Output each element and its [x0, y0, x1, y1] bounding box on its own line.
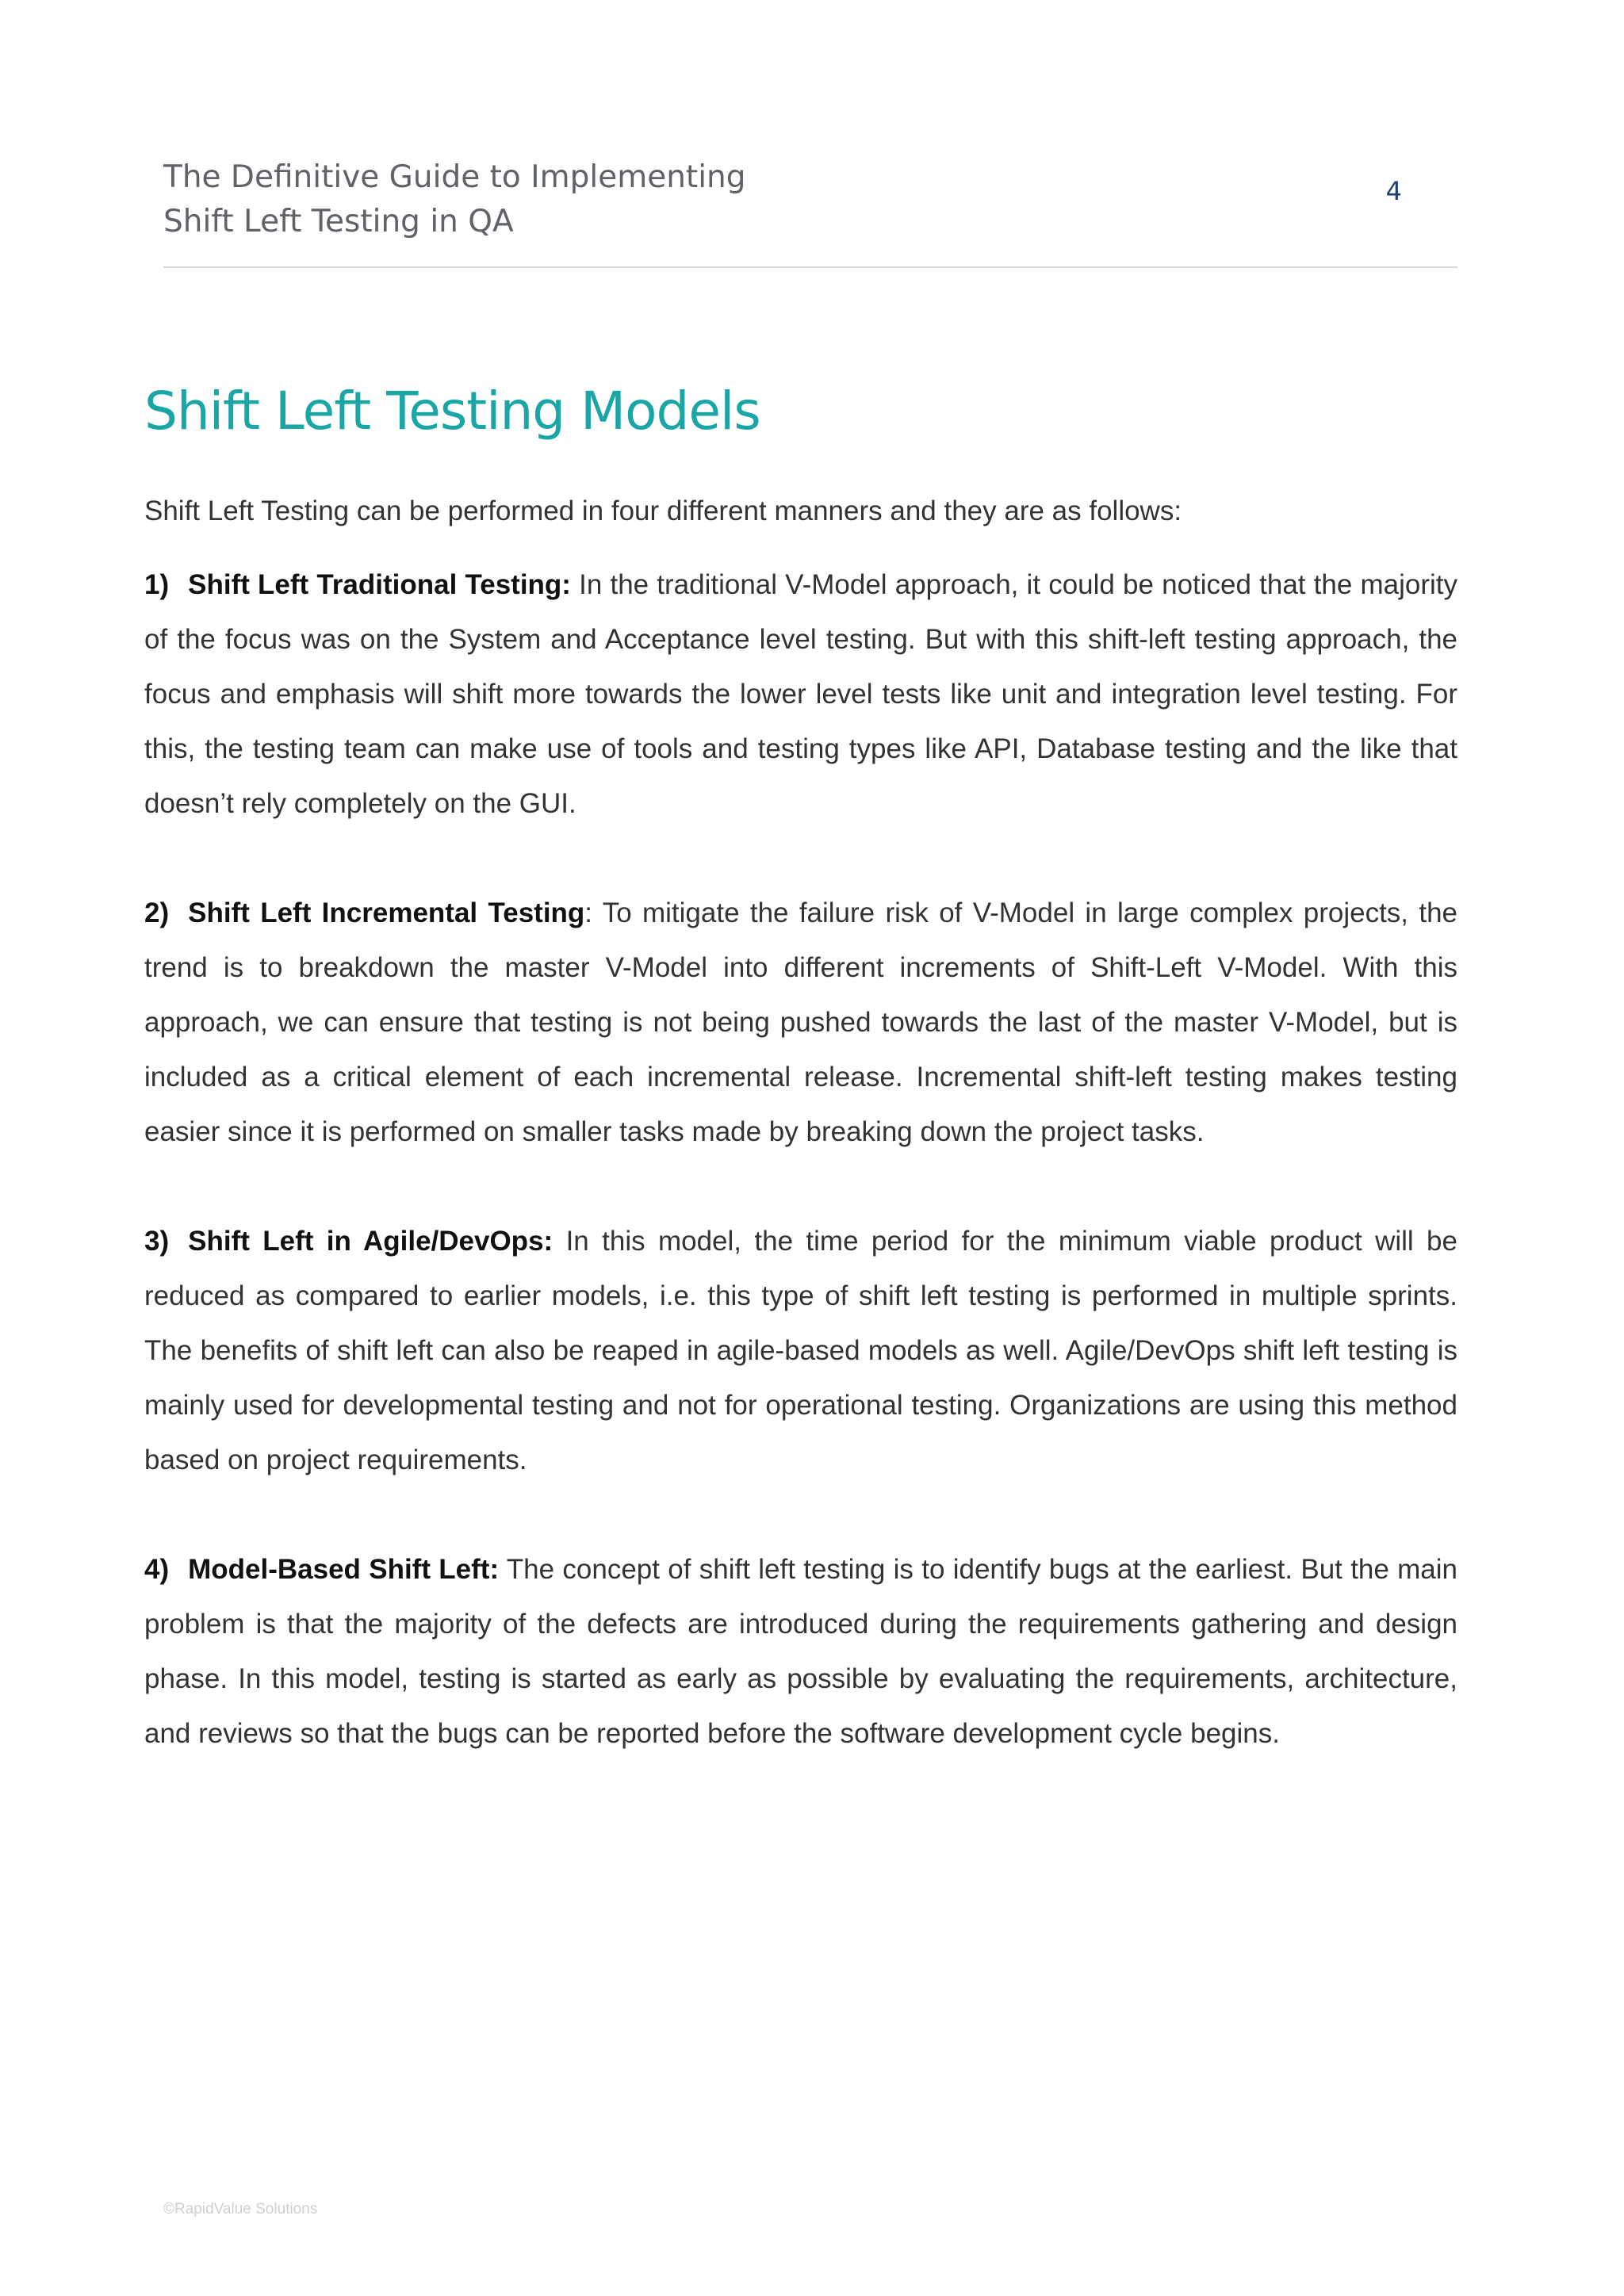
list-item-number: 4): [144, 1554, 170, 1585]
list-item-heading: Shift Left Incremental Testing: [188, 897, 585, 928]
list-item-text: The concept of shift left testing is to identify bugs at the earliest. But the main problem is that the majority of the defects are introduced during the requirements gathering and design phase. In this model, testing is started as early as possible by evaluating the requirements, architecture, and reviews so that the bugs can be reported before the software development cycle begins.: [144, 1554, 1458, 1749]
list-item-number: 1): [144, 569, 170, 600]
section-title: Shift Left Testing Models: [144, 381, 760, 442]
list-item-agile-devops: [144, 1214, 1457, 1487]
list-item-heading: Shift Left in Agile/DevOps:: [188, 1226, 553, 1257]
list-item-text: In the traditional V-Model approach, it could be noticed that the majority of the focus was on the System and Acceptance level testing. But with this shift-left testing approach, the focus and emphasis will shift more towards the lower level tests like unit and integration level testing. For this, the testing team can make use of tools and testing types like API, Database testing and the like that doesn’t rely completely on the GUI.: [144, 569, 1457, 819]
list-item-incremental: [144, 886, 1457, 1159]
list-item-text: : To mitigate the failure risk of V-Model in large complex projects, the trend is to breakdown the master V-Model into different increments of Shift-Left V-Model. With this approach, we can ensure that testing is not being pushed towards the last of the master V-Model, but is included as a critical element of each incremental release. Incremental shift-left testing makes testing easier since it is performed on smaller tasks made by breaking down the project tasks.: [144, 897, 1457, 1147]
document-title-line-2: Shift Left Testing in QA: [163, 204, 514, 239]
list-item-number: 2): [144, 897, 170, 928]
page-header: [163, 155, 1457, 268]
page-number: 4: [1385, 176, 1402, 206]
copyright-footer: ©RapidValue Solutions: [163, 2201, 318, 2218]
intro-paragraph: Shift Left Testing can be performed in four different manners and they are as follows:: [144, 496, 1182, 526]
list-item-heading: Model-Based Shift Left:: [188, 1554, 500, 1585]
main-content: [144, 484, 1457, 1816]
list-item-number: 3): [144, 1226, 170, 1257]
document-title: [163, 155, 746, 244]
document-title-line-1: The Definitive Guide to Implementing: [163, 159, 746, 195]
list-item-text: In this model, the time period for the minimum viable product will be reduced as compared to earlier models, i.e. this type of shift left testing is performed in multiple sprints. The benefits of shift left can also be reaped in agile-based models as well. Agile/DevOps shift left testing is mainly used for developmental testing and not for operational testing. Organizations are using this method based on project requirements.: [144, 1226, 1457, 1475]
list-item-heading: Shift Left Traditional Testing:: [188, 569, 571, 600]
list-item-model-based: [144, 1542, 1457, 1761]
list-item-traditional: [144, 557, 1457, 831]
